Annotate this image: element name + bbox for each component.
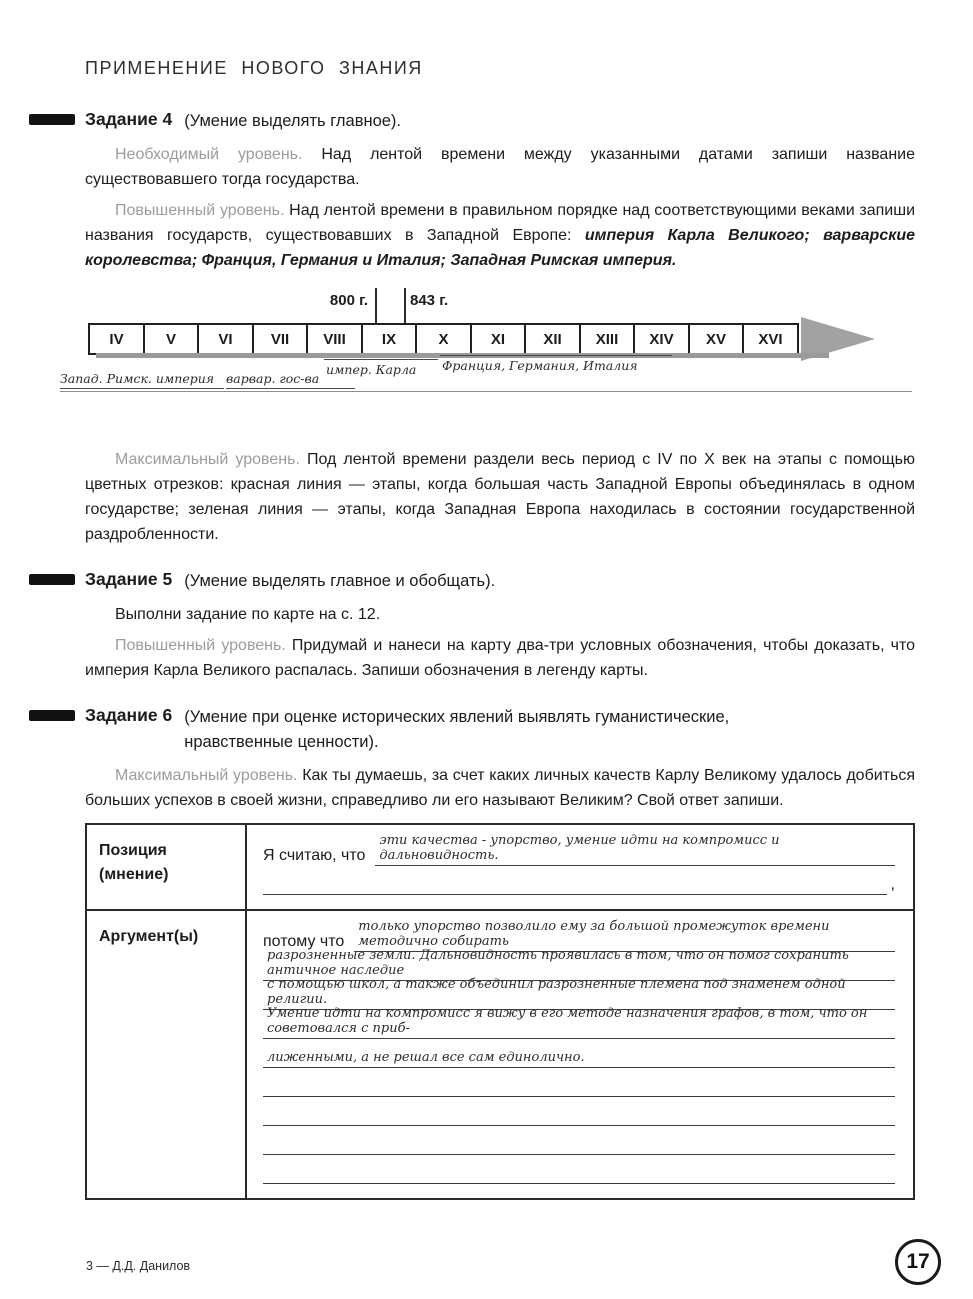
timeline-century-cell: XII xyxy=(524,323,581,355)
task6-heading xyxy=(85,705,915,755)
annotation-rule xyxy=(60,391,912,392)
task4-skill: (Умение выделять главное). xyxy=(184,112,401,130)
timeline-tick-800 xyxy=(375,288,377,323)
argument-line xyxy=(263,1039,895,1068)
heading-marker-icon xyxy=(29,710,75,721)
page-header: ПРИМЕНЕНИЕ НОВОГО ЗНАНИЯ xyxy=(85,58,423,78)
timeline-date-800: 800 г. xyxy=(329,292,368,309)
task6-max-paragraph xyxy=(85,763,915,813)
task6-skill: (Умение при оценке исторических явлений выявлять гуманистические, нравственные ценности). xyxy=(184,708,730,751)
task4-title: Задание 4 xyxy=(85,109,173,129)
blank-answer-line xyxy=(263,1136,895,1155)
heading-marker-icon xyxy=(29,574,75,585)
timeline-annotation: Франция, Германия, Италия xyxy=(440,355,672,373)
timeline-annotation: Запад. Римск. империя xyxy=(60,371,224,389)
trailing-comma: , xyxy=(890,876,895,893)
timeline-cells xyxy=(88,323,799,355)
argument-answer-line: Умение идти на компромисс я вижу в его методе назначения графов, в том, что он советовался с приб- xyxy=(263,1006,895,1039)
blank-line-row xyxy=(263,1068,895,1097)
max-level-text: Как ты думаешь, за счет каких личных качеств Карлу Великому удалось добиться больших успехов в своей жизни, справедливо ли его называют Великим? Свой ответ запиши. xyxy=(85,767,916,809)
task4-advanced-paragraph xyxy=(85,198,915,273)
advanced-level-text: Придумай и нанеси на карту два-три условных обозначения, чтобы доказать, что империя Карла Великого распалась. Запиши обозначения в легенду карты. xyxy=(85,637,915,679)
argument-line xyxy=(263,1006,895,1039)
arguments-cell xyxy=(247,911,913,1198)
page-number-badge: 17 xyxy=(895,1239,941,1285)
task4-required-paragraph xyxy=(85,142,915,192)
advanced-states-list: империя Карла Великого; варварские королевства; Франция, Германия и Италия; Западная Римская империя. xyxy=(85,227,916,269)
heading-marker-icon xyxy=(29,114,75,125)
timeline-annotations xyxy=(60,358,915,399)
timeline-century-cell: XVI xyxy=(742,323,799,355)
timeline-century-cell: VIII xyxy=(306,323,363,355)
advanced-level-label: Повышенный уровень. xyxy=(115,202,285,219)
timeline xyxy=(60,285,915,433)
timeline-century-cell: V xyxy=(143,323,200,355)
blank-answer-line xyxy=(263,876,887,895)
blank-line-row xyxy=(263,1126,895,1155)
timeline-tick-843 xyxy=(404,288,406,323)
task5-heading xyxy=(85,569,915,594)
opinion-answer-line: эти качества - упорство, умение идти на компромисс и дальновидность. xyxy=(375,833,895,866)
argument-answer-line: разрозненные земли. Дальновидность проявилась в том, что он помог сохранить античное наследие xyxy=(263,948,895,981)
required-level-text: Над лентой времени между указанными датами запиши название существовавшего тогда государства. xyxy=(85,146,915,188)
max-level-text: Под лентой времени раздели весь период с IV по X век на этапы с помощью цветных отрезков: красная линия — этапы, когда большая часть Западной Европы объединялась в одном государстве; зеленая линия — этапы, когда Западная Европа находилась в состоянии государственной раздробленности. xyxy=(85,451,916,543)
blank-line-row xyxy=(263,1097,895,1126)
required-level-label: Необходимый уровень. xyxy=(115,146,303,163)
footer-imprint: 3 — Д.Д. Данилов xyxy=(86,1259,191,1273)
timeline-century-cell: XI xyxy=(470,323,527,355)
argument-prefix: потому что xyxy=(263,933,345,950)
task4-max-paragraph xyxy=(85,447,915,547)
timeline-century-cell: X xyxy=(415,323,472,355)
timeline-century-cell: VII xyxy=(252,323,309,355)
opinion-blank-line xyxy=(263,866,895,895)
task5-title: Задание 5 xyxy=(85,569,173,589)
opinion-first-line xyxy=(263,833,895,866)
timeline-century-cell: XIV xyxy=(633,323,690,355)
blank-answer-line xyxy=(263,1165,895,1184)
blank-answer-line xyxy=(263,1078,895,1097)
task5-skill: (Умение выделять главное и обобщать). xyxy=(184,572,496,590)
advanced-level-text: Над лентой времени в правильном порядке над соответствующими веками запиши названия государств, существовавших в Западной Европе: xyxy=(85,202,916,244)
position-label-cell: Позиция (мнение) xyxy=(87,825,247,911)
opinion-cell xyxy=(247,825,913,911)
opinion-prefix: Я считаю, что xyxy=(263,847,366,864)
task5-map-task: Выполни задание по карте на с. 12. xyxy=(115,606,381,623)
task6-title: Задание 6 xyxy=(85,705,173,725)
max-level-label: Максимальный уровень. xyxy=(115,451,300,468)
argument-answer-line: лиженными, а не решал все сам единолично. xyxy=(263,1050,895,1068)
argument-extra-lines xyxy=(263,948,895,1184)
timeline-century-cell: IV xyxy=(88,323,145,355)
blank-answer-line xyxy=(263,1107,895,1126)
advanced-level-label: Повышенный уровень. xyxy=(115,637,286,654)
argument-answer-line: с помощью школ, а также объединил разрозненные племена под знаменем одной религии. xyxy=(263,977,895,1010)
timeline-century-cell: XV xyxy=(688,323,745,355)
page-content xyxy=(60,58,916,1200)
blank-line-row xyxy=(263,1155,895,1184)
argument-answer-line: только упорство позволило ему за большой промежуток времени методично собирать xyxy=(354,919,895,952)
timeline-annotation: варвар. гос-ва xyxy=(226,371,355,389)
task5-advanced-paragraph xyxy=(85,633,915,683)
timeline-century-cell: XIII xyxy=(579,323,636,355)
timeline-date-843: 843 г. xyxy=(410,292,449,309)
max-level-label: Максимальный уровень. xyxy=(115,767,298,784)
timeline-century-cell: IX xyxy=(361,323,418,355)
timeline-century-cell: VI xyxy=(197,323,254,355)
arguments-label-cell: Аргумент(ы) xyxy=(87,911,247,1198)
timeline-annotation: импер. Карла xyxy=(324,359,438,377)
timeline-row xyxy=(88,323,915,355)
task4-heading xyxy=(85,109,915,134)
answer-table xyxy=(85,823,915,1200)
timeline-dates xyxy=(88,285,915,323)
